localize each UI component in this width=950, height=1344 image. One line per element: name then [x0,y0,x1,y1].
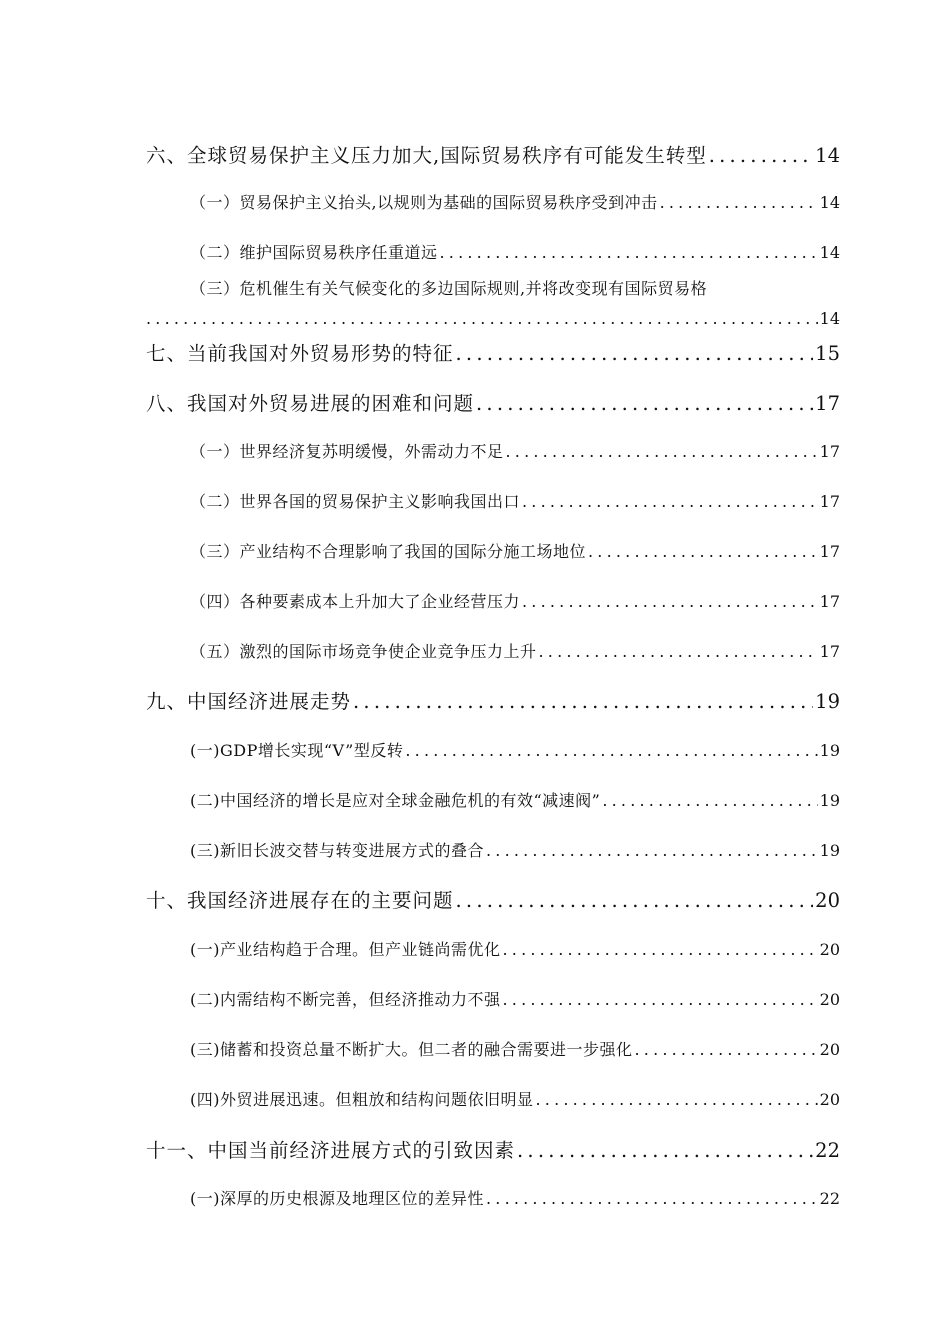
toc-entry[interactable] [146,388,840,416]
toc-entry[interactable] [190,639,840,662]
toc-entry-page: 14 [819,243,840,262]
toc-entry[interactable] [190,589,840,612]
toc-entry-page: 20 [819,1090,840,1109]
toc-entry[interactable] [190,190,840,213]
toc-entry[interactable] [190,738,840,761]
toc-entry-title: （三）危机催生有关气候变化的多边国际规则,并将改变现有国际贸易格 [190,279,708,298]
toc-leader-dots [709,144,813,167]
toc-entry-title: (一)深厚的历史根源及地理区位的差异性 [190,1189,484,1208]
toc-entry-page: 17 [819,492,840,511]
toc-leader-dots [522,492,818,511]
toc-leader-dots [353,690,813,713]
toc-entry-title: (二)中国经济的增长是应对全球金融危机的有效“减速阀” [190,791,601,810]
toc-leader-dots [456,889,814,912]
toc-entry-title: （四）各种要素成本上升加大了企业经营压力 [190,592,521,611]
toc-leader-dots [486,1189,818,1208]
toc-leader-dots [476,392,813,415]
toc-entry-page: 19 [819,741,840,760]
toc-leader-dots [486,841,818,860]
toc-entry[interactable] [146,140,840,168]
toc-leader-dots [146,309,818,328]
toc-entry-page: 22 [815,1139,840,1162]
toc-entry-title: 十一、中国当前经济进展方式的引致因素 [146,1139,516,1162]
toc-entry-page: 19 [819,791,840,810]
toc-leader-dots [440,243,818,262]
toc-entry[interactable] [190,1037,840,1060]
toc-entry-title: （一）世界经济复苏明缓慢，外需动力不足 [190,442,504,461]
toc-entry-page: 19 [815,690,840,713]
toc-entry[interactable] [190,788,840,811]
toc-leader-dots [503,940,818,959]
toc-entry-page: 20 [819,940,840,959]
toc-entry-page: 15 [815,342,840,365]
toc-entry-title: （五）激烈的国际市场竞争使企业竞争压力上升 [190,642,537,661]
toc-leader-dots [539,642,818,661]
toc-leader-dots [456,342,814,365]
toc-entry-page: 14 [819,309,840,328]
toc-leader-dots [536,1090,818,1109]
toc-entry[interactable] [190,240,840,263]
toc-entry-title: (三)储蓄和投资总量不断扩大。但二者的融合需要进一步强化 [190,1040,633,1059]
toc-entry-title: （二）世界各国的贸易保护主义影响我国出口 [190,492,521,511]
toc-entry[interactable] [190,1186,840,1209]
toc-entry[interactable] [190,489,840,512]
toc-leader-dots [517,1139,813,1162]
toc-entry-page: 17 [819,542,840,561]
toc-entry-page: 19 [819,841,840,860]
toc-entry-page: 17 [819,642,840,661]
toc-entry-title: 七、当前我国对外贸易形势的特征 [146,342,454,365]
toc-entry-title: (一)GDP增长实现“V”型反转 [190,741,404,760]
toc-entry-continuation [146,309,840,328]
toc-entry[interactable] [190,539,840,562]
toc-entry[interactable] [190,1087,840,1110]
toc-entry-title: (一)产业结构趋于合理。但产业链尚需优化 [190,940,501,959]
toc-leader-dots [602,791,817,810]
toc-entry-page: 20 [815,889,840,912]
toc-entry-page: 20 [819,990,840,1009]
toc-entry[interactable] [190,987,840,1010]
toc-entry-title: （三）产业结构不合理影响了我国的国际分施工场地位 [190,542,587,561]
toc-leader-dots [405,741,817,760]
toc-entry[interactable] [146,885,840,913]
toc-entry-page: 22 [819,1189,840,1208]
toc-leader-dots [506,442,818,461]
toc-leader-dots [588,542,818,561]
toc-entry-title: (三)新旧长波交替与转变进展方式的叠合 [190,841,484,860]
toc-leader-dots [522,592,818,611]
toc-entry[interactable] [146,686,840,714]
toc-entry-page: 17 [815,392,840,415]
toc-entry-title: 六、全球贸易保护主义压力加大,国际贸易秩序有可能发生转型 [146,144,707,167]
toc-entry-title: (二)内需结构不断完善，但经济推动力不强 [190,990,501,1009]
toc-entry[interactable] [190,439,840,462]
toc-entry-title: 八、我国对外贸易进展的困难和问题 [146,392,475,415]
toc-entry-page: 20 [819,1040,840,1059]
toc-entry-title: （一）贸易保护主义抬头,以规则为基础的国际贸易秩序受到冲击 [190,193,658,212]
toc-entry-page: 17 [819,442,840,461]
toc-entry-title: 十、我国经济进展存在的主要问题 [146,889,454,912]
toc-entry-page: 14 [819,193,840,212]
toc-entry-wrapped[interactable] [190,276,840,328]
toc-entry[interactable] [190,838,840,861]
toc-entry[interactable] [146,338,840,366]
toc-entry[interactable] [190,937,840,960]
toc-entry-title: (四)外贸进展迅速。但粗放和结构问题依旧明显 [190,1090,534,1109]
toc-leader-dots [660,193,818,212]
toc-entry-page: 17 [819,592,840,611]
toc-leader-dots [503,990,818,1009]
toc-entry-title: （二）维护国际贸易秩序任重道远 [190,243,438,262]
toc-entry-title: 九、中国经济进展走势 [146,690,352,713]
toc-leader-dots [635,1040,818,1059]
toc-entry[interactable] [146,1135,840,1163]
toc-entry-page: 14 [815,144,840,167]
